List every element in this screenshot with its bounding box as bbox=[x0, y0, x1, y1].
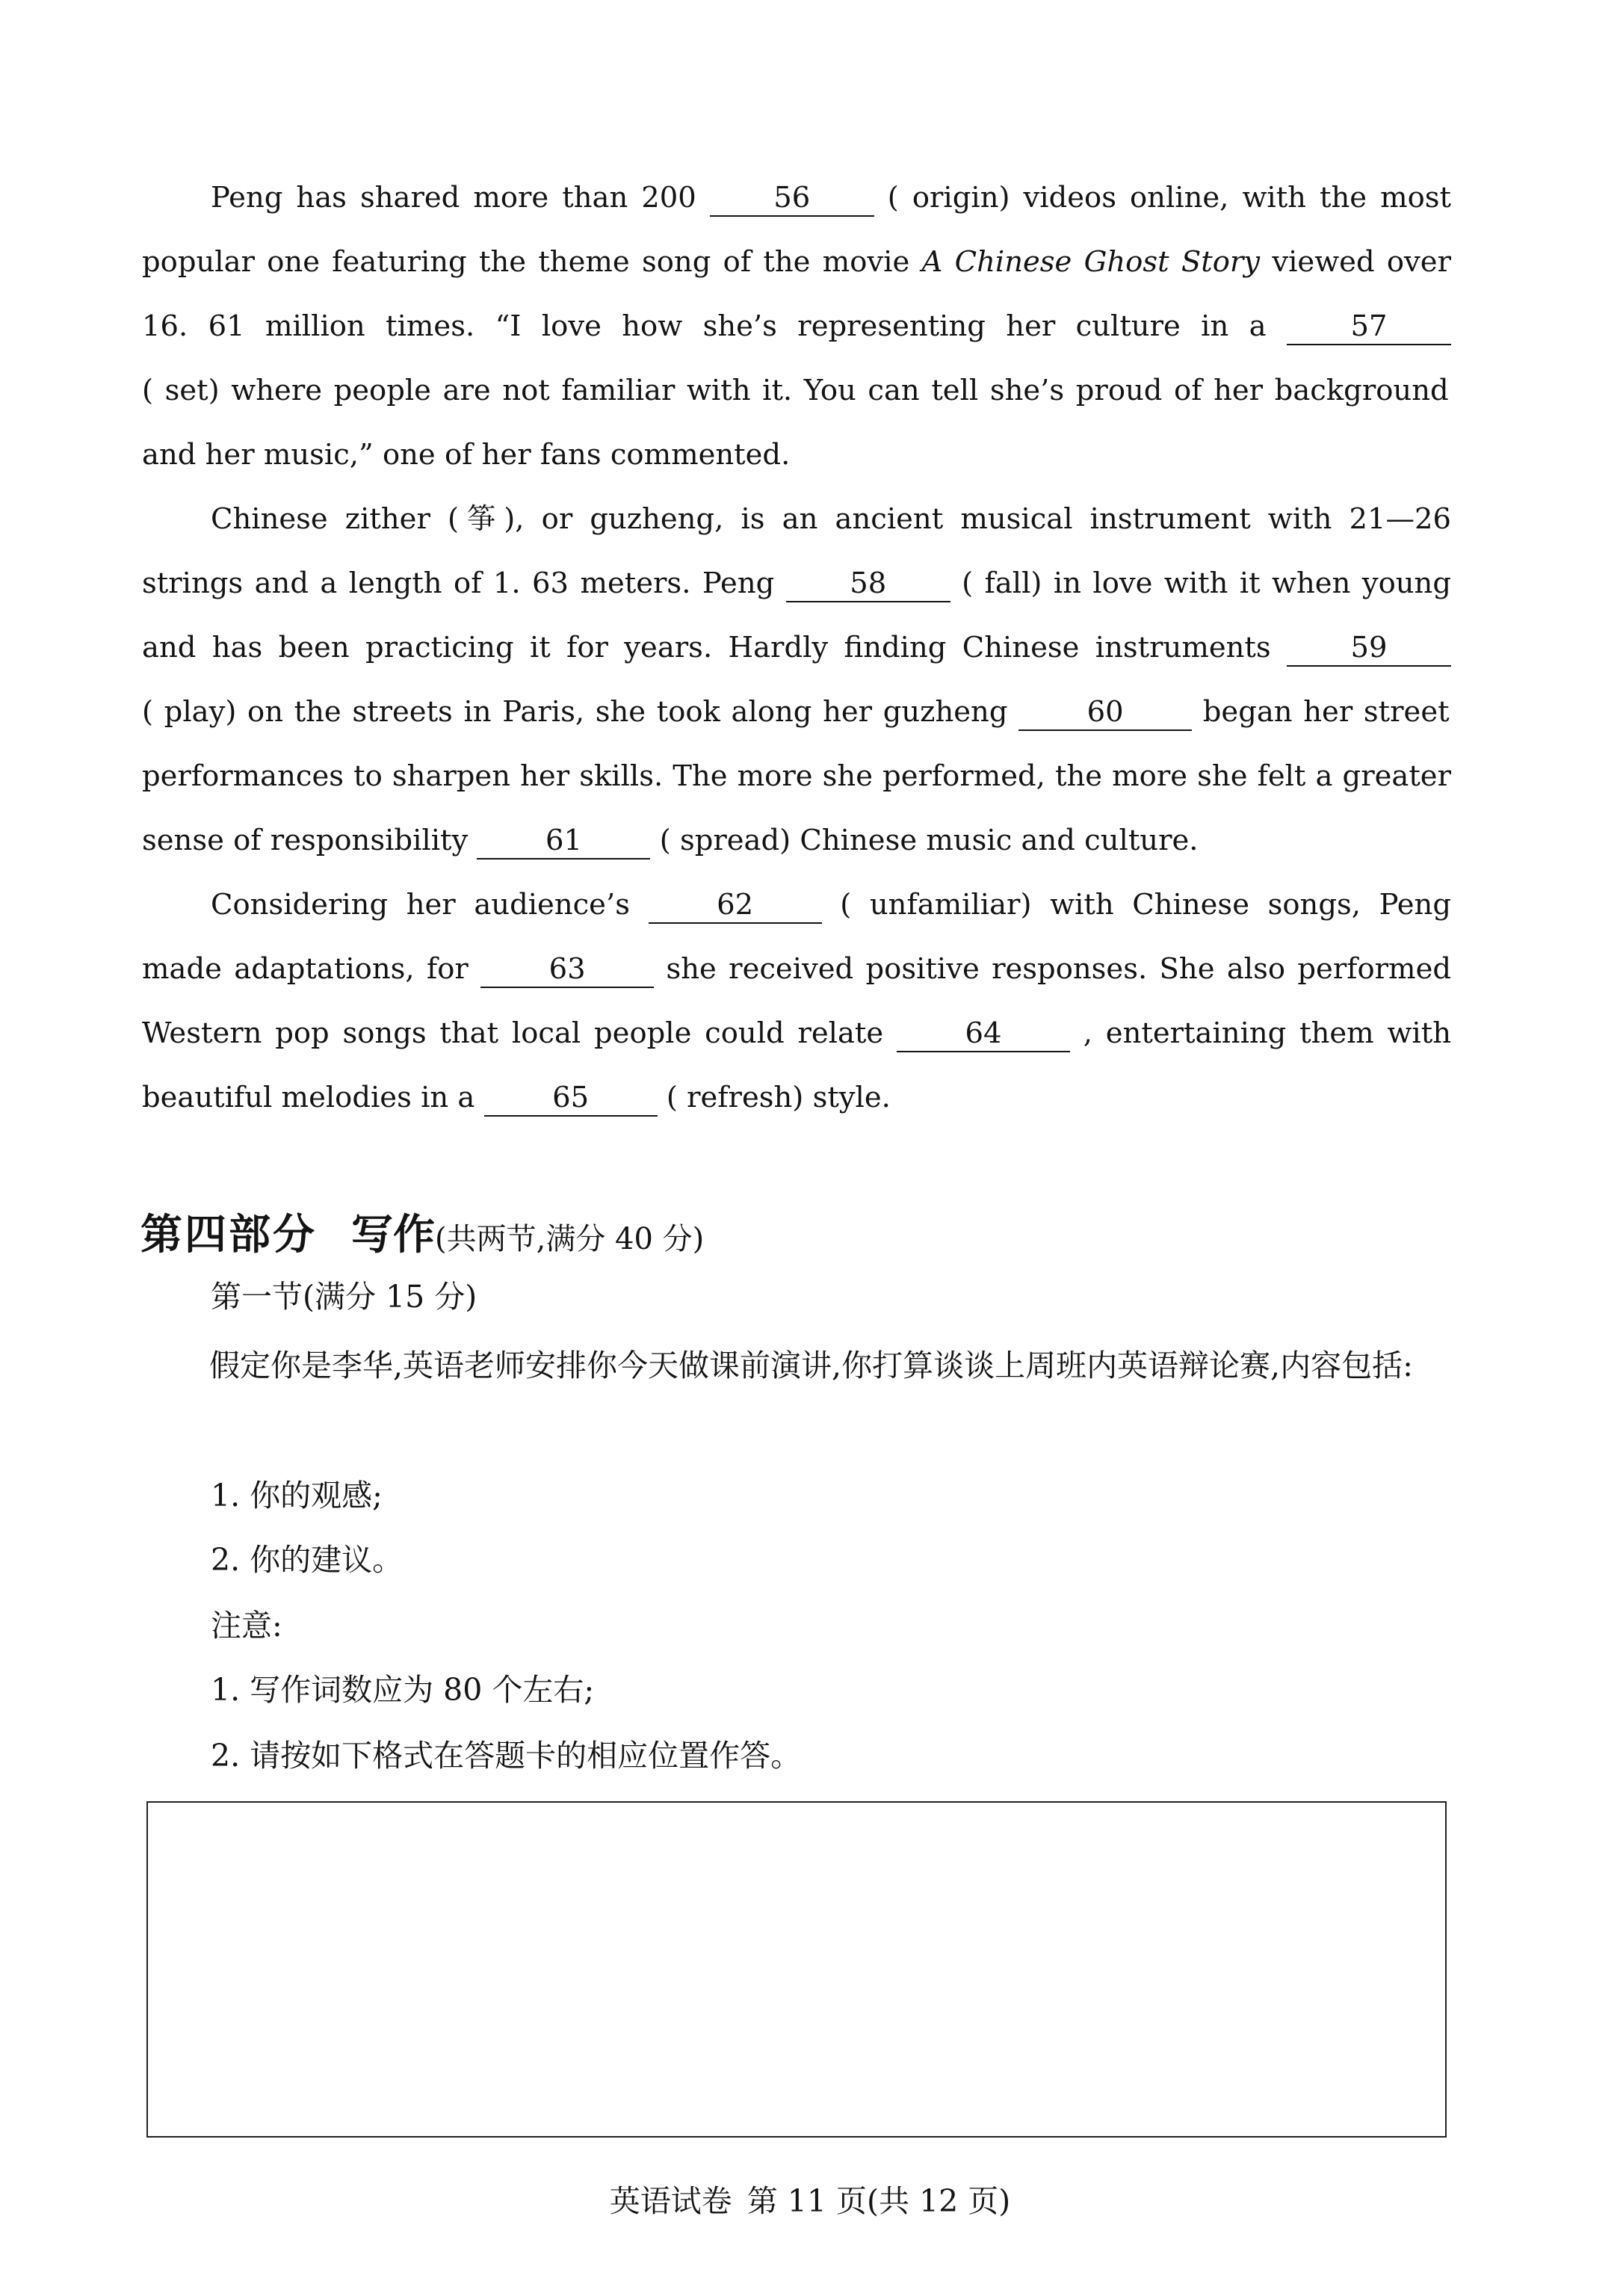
notice-1: 1. 写作词数应为 80 个左右; bbox=[211, 1672, 595, 1708]
hint-61: ( spread) bbox=[650, 824, 800, 857]
blank-57[interactable]: 57 bbox=[1287, 309, 1451, 345]
text-segment: began her street performances to sharpen her skills. The more she performed, the more she felt a greater sense of responsibility bbox=[142, 695, 1451, 857]
text-segment: viewed over 16. 61 million times. “I love how she’s representing her culture in a bbox=[142, 245, 1451, 343]
text-segment: Chinese music and culture. bbox=[800, 824, 1199, 857]
blank-56[interactable]: 56 bbox=[710, 181, 874, 217]
blank-64[interactable]: 64 bbox=[897, 1016, 1070, 1052]
passage-paragraph-3 bbox=[142, 873, 1451, 1130]
blank-58[interactable]: 58 bbox=[786, 567, 950, 602]
blank-60[interactable]: 60 bbox=[1018, 695, 1192, 731]
text-segment: where people are not familiar with it. You can tell she’s proud of her background and her music,” one of her fans commented. bbox=[142, 374, 1449, 472]
part-score-note: (共两节,满分 40 分) bbox=[435, 1222, 705, 1256]
text-segment: Considering her audience’s bbox=[211, 888, 649, 922]
answer-format-box bbox=[146, 1801, 1447, 2138]
text-segment: style. bbox=[812, 1081, 891, 1114]
passage-paragraph-2 bbox=[142, 487, 1451, 873]
content-point-1: 1. 你的观感; bbox=[211, 1478, 383, 1513]
writing-section-heading bbox=[140, 1202, 704, 1262]
blank-61[interactable]: 61 bbox=[477, 824, 650, 860]
footer-page-number: 第 11 页(共 12 页) bbox=[746, 2183, 1011, 2219]
notice-label: 注意: bbox=[211, 1608, 282, 1644]
part-label: 第四部分 bbox=[140, 1210, 317, 1259]
hint-62: ( unfamiliar) bbox=[821, 888, 1051, 922]
text-segment: Peng has shared more than 200 bbox=[211, 181, 710, 215]
blank-65[interactable]: 65 bbox=[484, 1081, 658, 1117]
blank-59[interactable]: 59 bbox=[1287, 631, 1451, 667]
passage-paragraph-1 bbox=[142, 166, 1451, 487]
footer-subject: 英语试卷 bbox=[609, 2183, 732, 2219]
hint-57: ( set) bbox=[142, 374, 232, 407]
hint-56: ( origin) bbox=[874, 181, 1024, 215]
blank-62[interactable]: 62 bbox=[649, 888, 822, 924]
notice-2: 2. 请按如下格式在答题卡的相应位置作答。 bbox=[211, 1738, 802, 1774]
hint-58: ( fall) bbox=[950, 567, 1054, 600]
part-title: 写作 bbox=[351, 1210, 435, 1259]
text-segment: she received positive responses. She also performed Western pop songs that local people could relate bbox=[142, 952, 1451, 1050]
writing-task-prompt: 假定你是李华,英语老师安排你今天做课前演讲,你打算谈谈上周班内英语辩论赛,内容包括: bbox=[209, 1348, 1413, 1383]
blank-63[interactable]: 63 bbox=[480, 952, 654, 988]
text-segment: , entertaining them with beautiful melodies in a bbox=[142, 1016, 1452, 1114]
text-segment: with Chinese songs, Peng made adaptations, for bbox=[142, 888, 1452, 986]
content-point-2: 2. 你的建议。 bbox=[211, 1542, 404, 1578]
hint-59: ( play) bbox=[142, 695, 248, 729]
grammar-fill-passage bbox=[142, 166, 1451, 1130]
page-footer bbox=[0, 2182, 1620, 2220]
movie-title: A Chinese Ghost Story bbox=[921, 245, 1261, 279]
text-segment: Chinese zither (筝), or guzheng, is an ancient musical instrument with 21—26 strings and a length of 1. 63 meters. Peng bbox=[142, 502, 1451, 600]
hint-65: ( refresh) bbox=[657, 1081, 813, 1114]
section-1-title: 第一节(满分 15 分) bbox=[211, 1279, 477, 1315]
text-segment: on the streets in Paris, she took along her guzheng bbox=[247, 695, 1019, 729]
text-segment: videos online, with the most popular one featuring the theme song of the movie bbox=[142, 181, 1451, 279]
text-segment: in love with it when young and has been practicing it for years. Hardly finding Chinese instruments bbox=[142, 567, 1451, 664]
